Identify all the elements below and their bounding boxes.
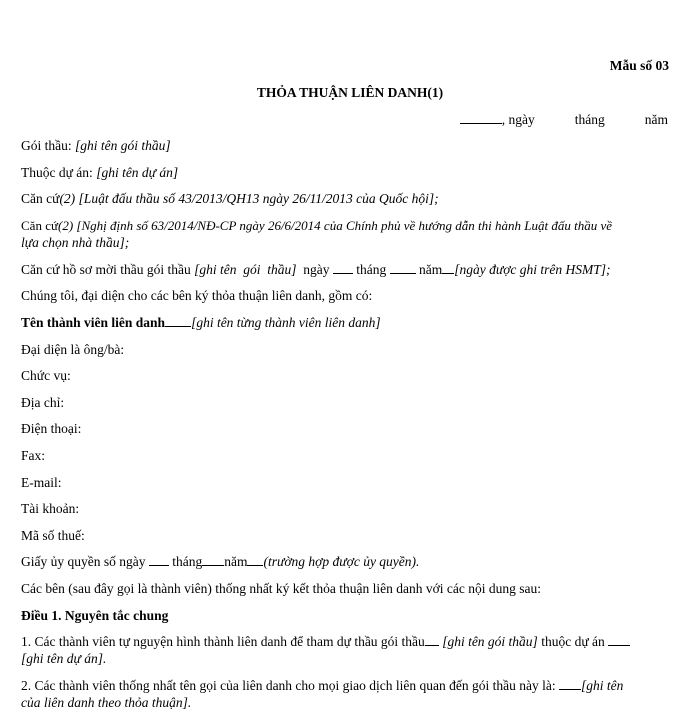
chuc-vu-line: Chức vụ: — [21, 368, 71, 383]
paragraph-2: 2. Các thành viên thống nhất tên gọi của liên danh cho mọi giao dịch liên quan đến gói thầu này là: [ghi tên — [21, 678, 624, 693]
ten-thanh-vien-line: Tên thành viên liên danh [ghi tên từng thành viên liên danh] — [21, 315, 381, 330]
dien-thoai-line: Điện thoại: — [21, 421, 82, 436]
cac-ben-line: Các bên (sau đây gọi là thành viên) thống nhất ký kết thỏa thuận liên danh với các nội dung sau: — [21, 581, 542, 596]
place-blank — [460, 111, 502, 124]
du-an-line: Thuộc dự án: [ghi tên dự án] — [21, 165, 179, 180]
dieu-1-heading: Điều 1. Nguyên tắc chung — [21, 608, 169, 623]
dai-dien-line: Đại diện là ông/bà: — [21, 342, 125, 357]
hsmt-line: Căn cứ hồ sơ mời thầu gói thầu [ghi tên gói thầu] ngày tháng năm [ngày được ghi trên HSMT]; — [21, 262, 611, 277]
can-cu-nghi-dinh-line-2: lựa chọn nhà thầu]; — [21, 235, 130, 250]
tai-khoan-line: Tài khoản: — [21, 501, 80, 516]
form-number: Mẫu số 03 — [609, 58, 669, 73]
can-cu-nghi-dinh-line: Căn cứ(2) [Nghị định số 63/2014/NĐ-CP ngày 26/6/2014 của Chính phủ về hướng dẫn thi hành Luật đấu thầu về — [21, 218, 613, 233]
month-label: tháng — [574, 112, 605, 127]
ma-so-thue-line: Mã số thuế: — [21, 528, 85, 543]
can-cu-luat-line: Căn cứ(2) [Luật đấu thầu số 43/2013/QH13 ngày 26/11/2013 của Quốc hội]; — [21, 191, 439, 206]
paragraph-1-line-2: [ghi tên dự án]. — [21, 651, 107, 666]
chung-toi-line: Chúng tôi, đại diện cho các bên ký thỏa thuận liên danh, gồm có: — [21, 288, 373, 303]
day-label: , ngày — [501, 112, 535, 127]
year-label: năm — [644, 112, 668, 127]
dia-chi-line: Địa chỉ: — [21, 395, 65, 410]
date-line — [460, 111, 668, 128]
document-title: THỎA THUẬN LIÊN DANH(1) — [256, 85, 444, 100]
paragraph-2-line-2: của liên danh theo thỏa thuận]. — [21, 695, 192, 710]
paragraph-1: 1. Các thành viên tự nguyện hình thành liên danh để tham dự thầu gói thầu [ghi tên gói thầu] thuộc dự án — [21, 633, 670, 651]
giay-uy-quyen-line: Giấy ủy quyền số ngày tháng năm (trường hợp được ủy quyền). — [21, 554, 420, 569]
email-line: E-mail: — [21, 475, 62, 490]
goi-thau-line: Gói thầu: [ghi tên gói thầu] — [21, 138, 171, 153]
fax-line: Fax: — [21, 448, 46, 463]
